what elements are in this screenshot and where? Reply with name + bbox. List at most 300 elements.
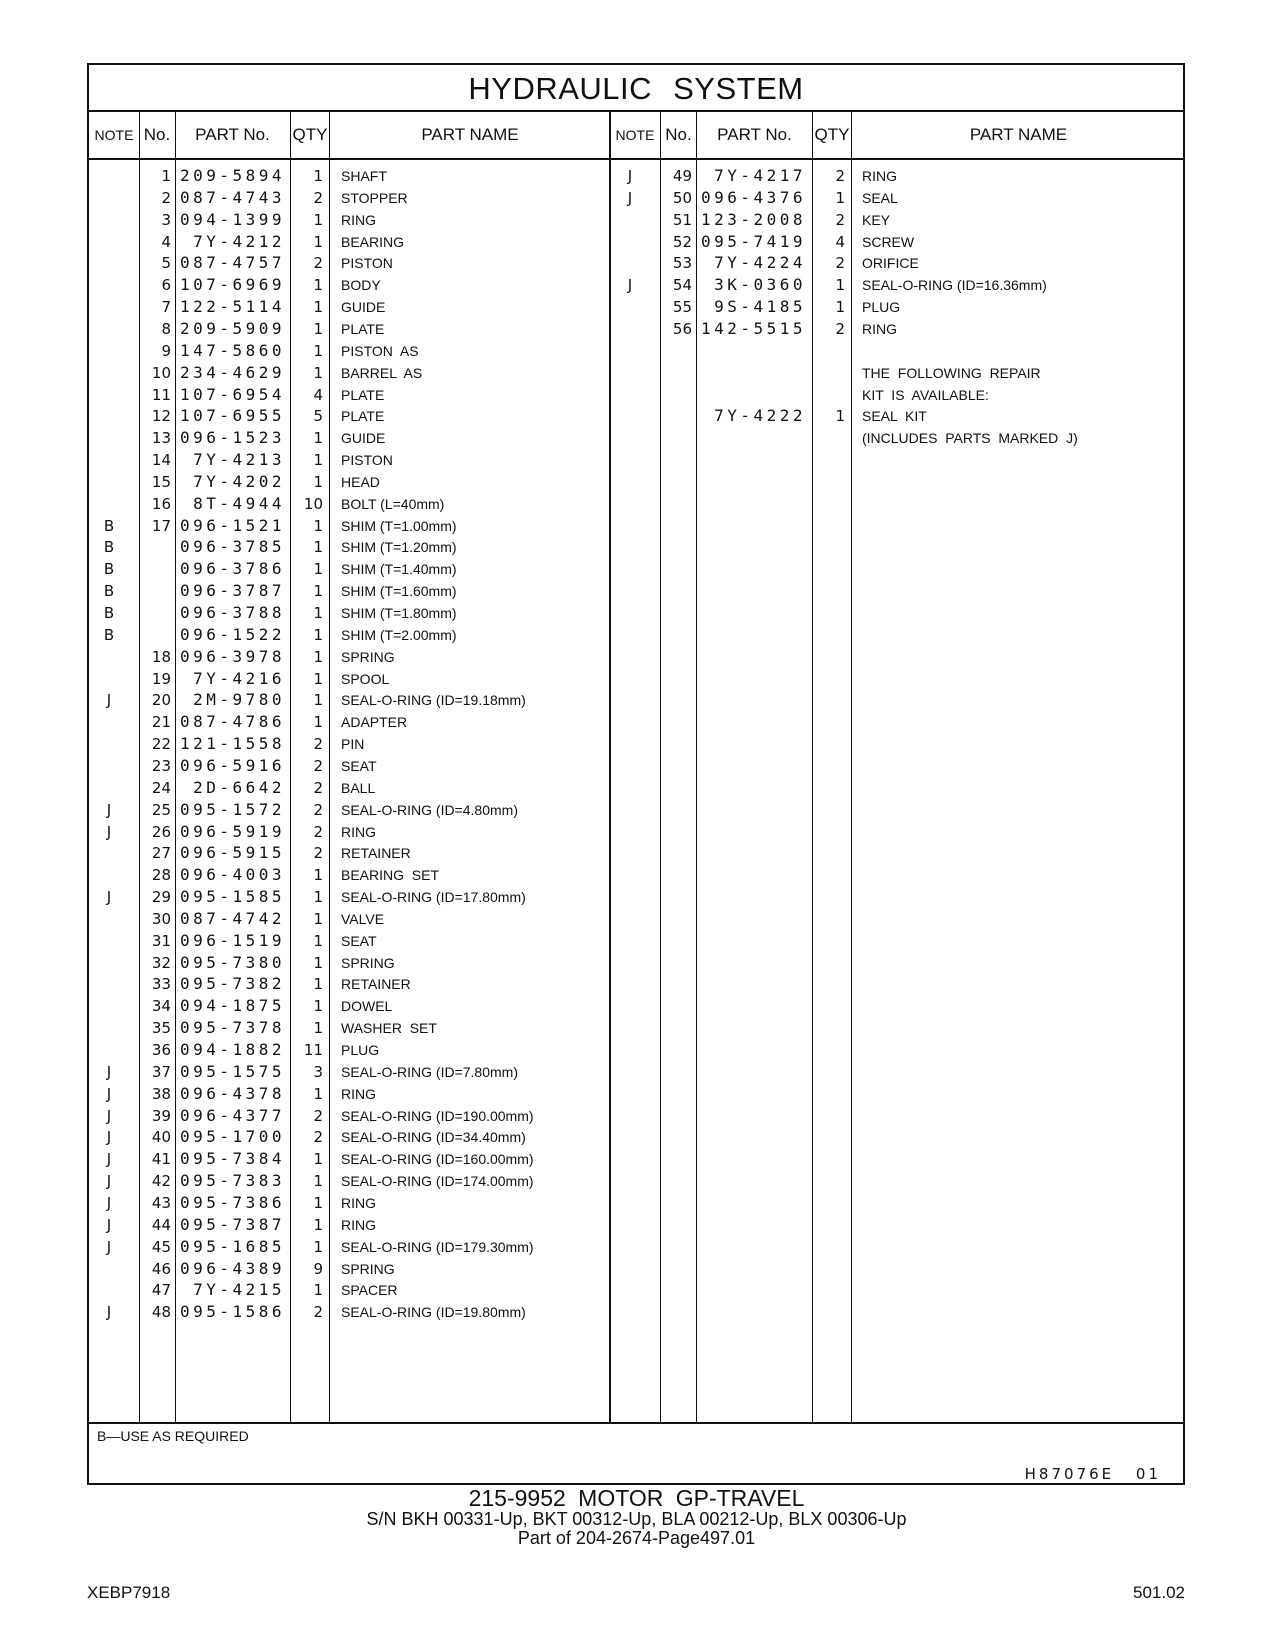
part-number-cell: 142-5515 — [700, 318, 806, 338]
part-number-cell: 2D-6642 — [193, 777, 285, 797]
note-cell — [99, 471, 119, 493]
item-number-cell: 54 — [672, 276, 692, 295]
part-name-cell: PLATE — [341, 386, 385, 403]
part-number-cell: 123-2008 — [700, 209, 806, 229]
note-cell: J — [106, 1237, 112, 1256]
item-number-cell: 46 — [151, 1259, 171, 1278]
group-title: 215-9952 MOTOR GP-TRAVEL — [468, 1485, 805, 1511]
part-name-cell: PLATE — [341, 320, 385, 337]
quantity-cell: 1 — [313, 866, 323, 885]
column-divider — [139, 112, 140, 1423]
note-cell — [99, 318, 119, 340]
quantity-cell: 1 — [835, 188, 845, 207]
note-cell — [99, 252, 119, 274]
part-number-cell: 7Y-4217 — [714, 166, 806, 185]
part-name-cell: BARREL AS — [341, 364, 423, 381]
header-qty-right: QTY — [814, 125, 850, 144]
quantity-cell: 1 — [313, 997, 323, 1016]
quantity-cell: 4 — [835, 232, 845, 251]
note-cell: B — [103, 604, 115, 622]
quantity-cell: 2 — [313, 1303, 323, 1322]
part-name-cell: RING — [341, 1216, 376, 1233]
note-cell: J — [106, 822, 112, 841]
note-cell — [99, 427, 119, 449]
item-number-cell: 23 — [151, 756, 171, 775]
item-number-cell: 19 — [151, 669, 171, 688]
part-number-cell: 096-3788 — [179, 603, 285, 622]
part-name-cell: SPRING — [341, 1260, 395, 1277]
part-name-cell: RING — [341, 823, 376, 840]
part-name-cell: SPACER — [341, 1282, 398, 1299]
note-cell — [620, 209, 640, 231]
part-number-cell — [666, 384, 806, 406]
item-number-cell: 49 — [672, 167, 692, 185]
item-number-cell: 4 — [161, 232, 171, 251]
note-cell: J — [106, 888, 112, 907]
quantity-cell: 1 — [313, 647, 323, 666]
note-cell — [620, 231, 640, 253]
item-number-cell: 12 — [151, 407, 171, 426]
item-number-cell: 25 — [151, 800, 171, 819]
part-name-cell: RING — [341, 211, 376, 228]
part-name-cell: SEAT — [341, 932, 377, 949]
quantity-cell: 10 — [303, 494, 323, 513]
quantity-cell: 2 — [313, 844, 323, 863]
part-number-cell — [666, 362, 806, 384]
note-cell — [99, 668, 119, 690]
item-number-cell: 41 — [151, 1150, 171, 1169]
part-name-cell: KIT IS AVAILABLE: — [862, 386, 989, 403]
note-cell — [620, 427, 640, 449]
part-name-cell: BODY — [341, 277, 381, 294]
quantity-cell: 1 — [313, 276, 323, 295]
quantity-cell: 11 — [303, 1041, 323, 1059]
note-cell: J — [106, 1062, 112, 1081]
quantity-cell: 4 — [313, 385, 323, 404]
note-cell — [99, 930, 119, 952]
item-number-cell: 36 — [151, 1041, 171, 1059]
part-name-cell: SEAL-O-RING (ID=19.80mm) — [341, 1304, 526, 1321]
part-number-cell: 095-1685 — [179, 1236, 285, 1256]
quantity-cell: 2 — [313, 756, 323, 775]
item-number-cell: 56 — [672, 319, 692, 338]
part-name-cell: GUIDE — [341, 430, 386, 447]
quantity-cell: 1 — [835, 276, 845, 295]
quantity-cell: 1 — [313, 909, 323, 928]
quantity-cell: 3 — [313, 1062, 323, 1081]
note-cell: J — [106, 1193, 112, 1212]
note-cell — [99, 842, 119, 864]
quantity-cell: 1 — [313, 472, 323, 491]
header-note-right: NOTE — [615, 127, 655, 143]
part-number-cell: 107-6955 — [179, 406, 285, 426]
part-name-cell: SEAT — [341, 757, 377, 774]
column-divider — [329, 112, 330, 1423]
item-number-cell: 8 — [161, 319, 171, 338]
item-number-cell: 30 — [151, 909, 171, 928]
quantity-cell: 2 — [835, 319, 845, 338]
document-id: H87076E 01 — [1024, 1465, 1161, 1483]
publication-number: XEBP7918 — [87, 1583, 171, 1602]
item-number-cell: 29 — [151, 888, 171, 907]
item-number-cell: 44 — [151, 1215, 171, 1234]
part-number-cell: 096-5916 — [179, 755, 285, 775]
quantity-cell: 1 — [313, 1019, 323, 1038]
note-cell — [620, 340, 640, 362]
part-name-cell: RETAINER — [341, 845, 411, 862]
item-number-cell: 3 — [161, 210, 171, 229]
note-cell — [99, 711, 119, 733]
item-number-cell: 1 — [161, 167, 171, 185]
quantity-cell: 1 — [313, 451, 323, 470]
column-divider — [851, 112, 852, 1423]
part-name-cell: SHIM (T=1.20mm) — [341, 539, 457, 556]
note-cell — [99, 973, 119, 995]
part-name-cell: SEAL — [862, 189, 898, 206]
quantity-cell: 1 — [313, 560, 323, 579]
note-cell: J — [106, 1172, 112, 1191]
item-number-cell: 52 — [672, 232, 692, 251]
note-cell — [99, 952, 119, 974]
note-cell: J — [106, 1215, 112, 1234]
note-cell: J — [106, 1084, 112, 1103]
item-number-cell: 11 — [151, 385, 171, 404]
part-number-cell: 096-4389 — [179, 1258, 285, 1278]
note-cell — [99, 908, 119, 930]
item-number-cell: 20 — [151, 691, 171, 710]
note-cell: J — [106, 1150, 112, 1169]
part-number-cell: 095-7419 — [700, 231, 806, 251]
item-number-cell: 6 — [161, 276, 171, 295]
item-number-cell: 45 — [151, 1237, 171, 1256]
part-number-cell: 095-1586 — [179, 1302, 285, 1322]
note-cell — [99, 864, 119, 886]
quantity-cell: 1 — [835, 298, 845, 317]
part-name-cell: SEAL-O-RING (ID=179.30mm) — [341, 1238, 534, 1255]
header-part-name-right: PART NAME — [969, 125, 1068, 144]
item-number-cell: 9 — [161, 341, 171, 360]
quantity-cell: 2 — [835, 210, 845, 229]
part-name-cell: WASHER SET — [341, 1020, 437, 1037]
item-number-cell: 27 — [151, 844, 171, 863]
part-number-cell: 7Y-4215 — [193, 1280, 285, 1300]
quantity-cell: 1 — [313, 363, 323, 382]
item-number-cell: 37 — [151, 1062, 171, 1081]
item-number-cell: 21 — [151, 713, 171, 732]
header-no-right: No. — [665, 125, 692, 144]
quantity-cell: 1 — [313, 953, 323, 972]
note-cell — [99, 733, 119, 755]
note-cell — [99, 231, 119, 253]
note-cell — [99, 493, 119, 515]
part-number-cell: 096-3787 — [179, 581, 285, 601]
note-cell — [620, 384, 640, 406]
note-cell — [99, 187, 119, 209]
part-number-cell: 094-1399 — [179, 209, 285, 229]
quantity-cell: 1 — [313, 319, 323, 338]
part-number-cell: 121-1558 — [179, 734, 285, 754]
quantity-cell — [815, 340, 845, 362]
quantity-cell: 1 — [313, 1281, 323, 1300]
part-name-cell: SHIM (T=2.00mm) — [341, 626, 457, 643]
page-number: 501.02 — [1133, 1583, 1185, 1602]
part-number-cell: 096-4378 — [179, 1083, 285, 1103]
part-name-cell: SHIM (T=1.00mm) — [341, 517, 457, 534]
item-number-cell: 22 — [151, 735, 171, 754]
column-divider — [812, 112, 813, 1423]
item-number-cell: 31 — [151, 931, 171, 950]
note-cell — [99, 1017, 119, 1039]
quantity-cell: 9 — [313, 1259, 323, 1278]
part-name-cell: PISTON — [341, 452, 393, 469]
note-cell — [99, 209, 119, 231]
note-cell — [99, 449, 119, 471]
part-name-cell: BEARING SET — [341, 867, 440, 884]
quantity-cell: 1 — [313, 625, 323, 644]
part-number-cell: 087-4743 — [179, 187, 285, 207]
quantity-cell: 2 — [313, 735, 323, 754]
note-cell — [99, 1279, 119, 1301]
column-divider — [290, 112, 291, 1423]
item-number-cell: 15 — [151, 472, 171, 491]
item-number-cell: 5 — [161, 254, 171, 273]
note-cell — [620, 252, 640, 274]
item-number-cell: 26 — [151, 822, 171, 841]
part-name-cell: SCREW — [862, 233, 915, 250]
item-number-cell: 24 — [151, 778, 171, 797]
table-header — [89, 112, 1183, 160]
note-cell — [99, 296, 119, 318]
page-title: HYDRAULIC SYSTEM — [89, 65, 1183, 112]
note-cell: B — [103, 582, 115, 601]
part-name-cell: STOPPER — [341, 189, 408, 206]
part-number-cell: 209-5909 — [179, 318, 285, 338]
quantity-cell: 1 — [313, 604, 323, 622]
part-number-cell: 096-4003 — [179, 865, 285, 885]
quantity-cell: 1 — [313, 931, 323, 950]
item-number-cell: 28 — [151, 866, 171, 885]
part-number-cell: 122-5114 — [179, 297, 285, 317]
part-number-cell: 8T-4944 — [193, 493, 285, 513]
part-name-cell: SEAL-O-RING (ID=7.80mm) — [341, 1063, 518, 1080]
part-name-cell: RING — [341, 1085, 376, 1102]
column-divider — [660, 112, 661, 1423]
center-divider — [609, 112, 611, 1423]
header-qty: QTY — [292, 125, 328, 144]
part-number-cell: 2M-9780 — [193, 690, 285, 710]
quantity-cell: 2 — [835, 167, 845, 185]
part-number-cell: 147-5860 — [179, 340, 285, 360]
part-number-cell: 095-7386 — [179, 1192, 285, 1212]
note-cell — [620, 362, 640, 384]
part-number-cell: 096-3978 — [179, 646, 285, 666]
part-number-cell: 094-1875 — [179, 996, 285, 1016]
quantity-cell — [815, 427, 845, 449]
quantity-cell: 2 — [835, 254, 845, 273]
part-number-cell: 096-3786 — [179, 559, 285, 579]
part-number-cell: 234-4629 — [179, 362, 285, 382]
part-number-cell: 095-1572 — [179, 799, 285, 819]
quantity-cell: 1 — [313, 1237, 323, 1256]
note-cell: J — [106, 1128, 112, 1147]
part-number-cell: 7Y-4213 — [193, 450, 285, 470]
part-name-cell: SPOOL — [341, 670, 390, 687]
part-name-cell: VALVE — [341, 910, 385, 927]
note-cell — [99, 274, 119, 296]
item-number-cell: 35 — [151, 1019, 171, 1038]
part-number-cell: 096-4377 — [179, 1105, 285, 1125]
quantity-cell — [815, 384, 845, 406]
item-number-cell: 2 — [161, 188, 171, 207]
item-number-cell: 10 — [151, 363, 171, 382]
quantity-cell: 1 — [313, 713, 323, 732]
quantity-cell: 2 — [313, 254, 323, 273]
part-number-cell: 7Y-4224 — [714, 253, 806, 273]
note-cell — [620, 318, 640, 340]
item-number-cell: 13 — [151, 429, 171, 448]
quantity-cell: 1 — [313, 538, 323, 557]
part-number-cell: 094-1882 — [179, 1040, 285, 1059]
quantity-cell: 1 — [313, 975, 323, 994]
part-number-cell: 096-4376 — [700, 187, 806, 207]
note-cell — [99, 362, 119, 384]
part-number-cell: 095-7383 — [179, 1171, 285, 1191]
part-name-cell: DOWEL — [341, 998, 393, 1015]
quantity-cell: 1 — [313, 210, 323, 229]
item-number-cell: 40 — [151, 1128, 171, 1147]
part-number-cell: 096-1522 — [179, 624, 285, 644]
header-part-name: PART NAME — [421, 125, 519, 144]
part-name-cell: PLATE — [341, 408, 385, 425]
quantity-cell: 2 — [313, 800, 323, 819]
note-cell — [620, 405, 640, 427]
header-no: No. — [143, 125, 171, 144]
footer-divider — [89, 1422, 1183, 1424]
item-number-cell: 47 — [151, 1281, 171, 1300]
part-number-cell: 087-4757 — [179, 253, 285, 273]
part-name-cell: BOLT (L=40mm) — [341, 495, 445, 512]
part-number-cell: 095-1575 — [179, 1061, 285, 1081]
part-name-cell: RING — [862, 320, 897, 337]
note-cell: J — [106, 691, 112, 710]
part-name-cell: PISTON — [341, 255, 393, 272]
part-number-cell: 096-1519 — [179, 930, 285, 950]
quantity-cell: 1 — [313, 1150, 323, 1169]
note-cell — [99, 405, 119, 427]
part-number-cell: 096-1523 — [179, 428, 285, 448]
part-name-cell: SEAL-O-RING (ID=34.40mm) — [341, 1129, 526, 1146]
note-cell: B — [103, 538, 115, 557]
parts-table — [87, 63, 1185, 1485]
note-cell — [99, 1258, 119, 1280]
item-number-cell: 34 — [151, 997, 171, 1016]
item-number-cell: 53 — [672, 254, 692, 273]
note-cell — [99, 995, 119, 1017]
part-number-cell: 7Y-4202 — [193, 471, 285, 491]
quantity-cell — [815, 362, 845, 384]
quantity-cell: 1 — [313, 1084, 323, 1103]
part-name-cell: BALL — [341, 779, 376, 796]
quantity-cell: 1 — [313, 1193, 323, 1212]
part-name-cell: SEAL-O-RING (ID=19.18mm) — [341, 692, 526, 709]
part-name-cell: SEAL-O-RING (ID=16.36mm) — [862, 277, 1047, 294]
note-cell: J — [627, 167, 633, 185]
part-number-cell: 209-5894 — [179, 166, 285, 185]
item-number-cell: 38 — [151, 1084, 171, 1103]
quantity-cell: 2 — [313, 1106, 323, 1125]
part-name-cell: RING — [341, 1194, 376, 1211]
part-number-cell: 107-6969 — [179, 275, 285, 295]
note-cell: B — [103, 560, 115, 579]
quantity-cell: 2 — [313, 778, 323, 797]
part-number-cell: 107-6954 — [179, 384, 285, 404]
quantity-cell: 1 — [313, 1172, 323, 1191]
quantity-cell: 1 — [313, 232, 323, 251]
header-note: NOTE — [94, 127, 134, 143]
part-number-cell: 095-7382 — [179, 974, 285, 994]
note-cell — [99, 777, 119, 799]
part-number-cell: 096-3785 — [179, 537, 285, 557]
part-number-cell: 7Y-4216 — [193, 668, 285, 688]
part-name-cell: SEAL-O-RING (ID=174.00mm) — [341, 1173, 534, 1190]
header-part-no-right: PART No. — [717, 125, 792, 144]
header-part-no: PART No. — [195, 125, 270, 144]
part-number-cell: 095-7387 — [179, 1214, 285, 1234]
item-number-cell: 42 — [151, 1172, 171, 1191]
item-number-cell: 14 — [151, 451, 171, 470]
note-cell — [99, 1039, 119, 1061]
quantity-cell: 1 — [313, 429, 323, 448]
part-number-cell: 096-5919 — [179, 821, 285, 841]
quantity-cell: 2 — [313, 188, 323, 207]
note-cell: J — [627, 276, 633, 295]
part-name-cell: SHIM (T=1.60mm) — [341, 583, 457, 600]
note-cell: J — [106, 1303, 112, 1322]
note-cell: B — [103, 516, 115, 535]
note-cell: J — [627, 188, 633, 207]
part-name-cell: PLUG — [862, 299, 901, 316]
quantity-cell: 1 — [313, 298, 323, 317]
part-number-cell: 095-7384 — [179, 1149, 285, 1169]
part-number-cell: 095-1585 — [179, 887, 285, 907]
part-name-cell: KEY — [862, 211, 891, 228]
item-number-cell: 48 — [151, 1303, 171, 1322]
part-number-cell: 087-4786 — [179, 712, 285, 732]
quantity-cell: 1 — [313, 341, 323, 360]
part-name-cell: PIN — [341, 736, 365, 753]
part-number-cell: 7Y-4222 — [714, 406, 806, 426]
part-name-cell: SPRING — [341, 648, 395, 665]
quantity-cell: 1 — [313, 516, 323, 535]
part-name-cell: SHAFT — [341, 168, 387, 184]
part-name-cell: (INCLUDES PARTS MARKED J) — [862, 430, 1078, 447]
part-number-cell — [666, 340, 806, 362]
part-name-cell: PISTON AS — [341, 342, 419, 359]
quantity-cell: 1 — [835, 407, 845, 426]
quantity-cell: 1 — [313, 1215, 323, 1234]
part-number-cell: 9S-4185 — [714, 297, 806, 317]
item-number-cell: 55 — [672, 298, 692, 317]
part-number-cell: 095-1700 — [179, 1127, 285, 1147]
part-name-cell: SEAL-O-RING (ID=160.00mm) — [341, 1151, 534, 1168]
part-number-cell: 096-1521 — [179, 515, 285, 535]
part-name-cell: SEAL KIT — [862, 408, 927, 425]
part-name-cell: GUIDE — [341, 299, 386, 316]
note-cell: B — [103, 625, 115, 644]
part-name-cell: SHIM (T=1.80mm) — [341, 605, 457, 621]
part-name-cell: HEAD — [341, 473, 380, 490]
item-number-cell: 33 — [151, 975, 171, 994]
